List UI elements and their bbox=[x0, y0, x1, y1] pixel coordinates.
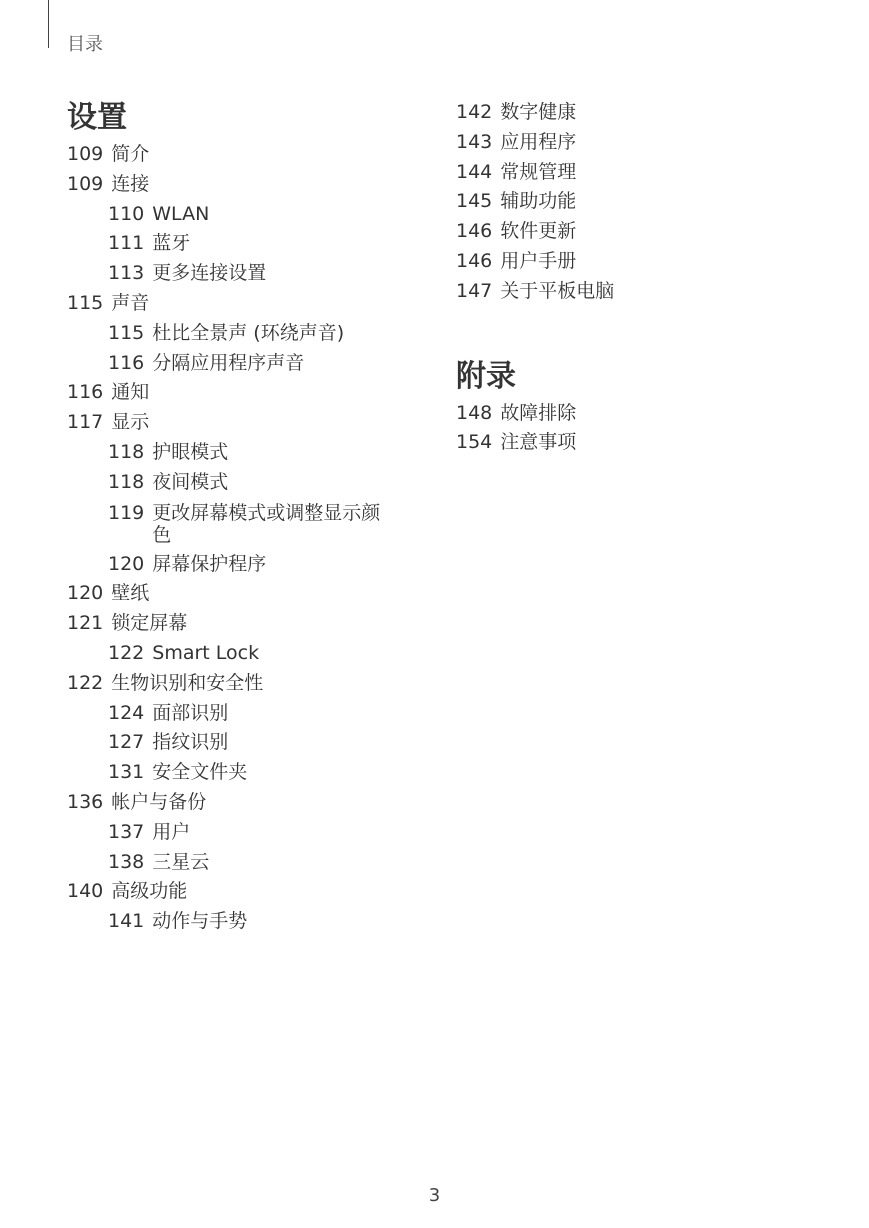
toc-page-number: 141 bbox=[108, 910, 145, 933]
toc-entry[interactable] bbox=[67, 609, 407, 639]
toc-entry[interactable] bbox=[67, 848, 407, 878]
toc-entry[interactable] bbox=[67, 907, 407, 937]
toc-page-number: 118 bbox=[108, 440, 145, 463]
toc-entry[interactable] bbox=[67, 758, 407, 788]
toc-entry-title: 声音 bbox=[111, 291, 150, 314]
toc-entry-title: 应用程序 bbox=[500, 130, 577, 153]
toc-entry-title: 更多连接设置 bbox=[152, 262, 267, 285]
toc-page-number: 131 bbox=[108, 761, 145, 784]
toc-page-number: 117 bbox=[67, 411, 104, 434]
header-divider-line bbox=[48, 0, 49, 48]
toc-entry[interactable] bbox=[67, 438, 407, 468]
toc-entry[interactable] bbox=[456, 128, 816, 158]
toc-entry-title: Smart Lock bbox=[152, 641, 260, 664]
toc-page-number: 111 bbox=[108, 232, 145, 255]
toc-entry[interactable] bbox=[67, 259, 407, 289]
toc-entry[interactable] bbox=[67, 349, 407, 379]
toc-entry-title: 显示 bbox=[111, 411, 150, 434]
toc-page-number: 120 bbox=[67, 582, 104, 605]
toc-page-number: 109 bbox=[67, 143, 104, 165]
toc-page-number: 113 bbox=[108, 262, 145, 285]
toc-page-number: 109 bbox=[67, 172, 104, 195]
toc-page-number: 116 bbox=[67, 381, 104, 404]
toc-page-number: 136 bbox=[67, 790, 104, 813]
toc-right-column bbox=[456, 98, 816, 458]
toc-page-number: 110 bbox=[108, 202, 145, 225]
toc-entry-title: 故障排除 bbox=[500, 401, 577, 424]
toc-entry[interactable] bbox=[67, 550, 407, 580]
toc-left-column bbox=[67, 98, 407, 937]
toc-entry[interactable] bbox=[456, 217, 816, 247]
toc-entry[interactable] bbox=[456, 277, 816, 307]
toc-entry-title: 通知 bbox=[111, 381, 150, 404]
section-title-settings: 设置 bbox=[67, 100, 127, 135]
toc-entry-title: 安全文件夹 bbox=[152, 761, 248, 784]
toc-entry[interactable] bbox=[67, 498, 407, 550]
toc-entry[interactable] bbox=[456, 187, 816, 217]
toc-entries-settings bbox=[67, 140, 407, 937]
toc-entries-appendix bbox=[456, 399, 816, 459]
toc-entry-title: 常规管理 bbox=[500, 160, 577, 183]
toc-page-number: 127 bbox=[108, 731, 145, 754]
toc-entry-title: 屏幕保护程序 bbox=[152, 552, 267, 575]
toc-entry[interactable] bbox=[67, 229, 407, 259]
toc-entry-title: 用户 bbox=[152, 820, 191, 843]
toc-entry-title: 高级功能 bbox=[111, 880, 188, 903]
toc-entry[interactable] bbox=[67, 140, 407, 170]
page-number: 3 bbox=[428, 1185, 441, 1206]
toc-entry-title: 用户手册 bbox=[500, 249, 577, 272]
toc-page-number: 147 bbox=[456, 279, 493, 302]
toc-entry-title: 注意事项 bbox=[500, 431, 577, 454]
toc-entry-title: 夜间模式 bbox=[152, 470, 229, 493]
toc-page-number: 154 bbox=[456, 431, 493, 454]
toc-entry[interactable] bbox=[67, 170, 407, 200]
toc-page-number: 143 bbox=[456, 130, 493, 153]
toc-entry-title: 锁定屏幕 bbox=[111, 612, 188, 635]
toc-entry[interactable] bbox=[67, 669, 407, 699]
toc-page-number: 144 bbox=[456, 160, 493, 183]
toc-page-number: 142 bbox=[456, 101, 493, 123]
toc-entry-title: 面部识别 bbox=[152, 701, 229, 724]
toc-entry[interactable] bbox=[67, 319, 407, 349]
toc-page-number: 137 bbox=[108, 820, 145, 843]
toc-entry[interactable] bbox=[67, 289, 407, 319]
toc-entry[interactable] bbox=[67, 877, 407, 907]
toc-entry-title: 简介 bbox=[111, 143, 150, 165]
toc-entry-title: 壁纸 bbox=[111, 582, 150, 605]
toc-page-number: 122 bbox=[108, 641, 145, 664]
toc-entry[interactable] bbox=[67, 378, 407, 408]
toc-page-number: 122 bbox=[67, 671, 104, 694]
toc-entry[interactable] bbox=[67, 699, 407, 729]
toc-entry[interactable] bbox=[456, 428, 816, 458]
toc-entry[interactable] bbox=[67, 818, 407, 848]
toc-page-number: 118 bbox=[108, 470, 145, 493]
toc-entry-title: 关于平板电脑 bbox=[500, 279, 615, 302]
toc-page-number: 148 bbox=[456, 401, 493, 424]
toc-page-number: 116 bbox=[108, 351, 145, 374]
toc-entry[interactable] bbox=[456, 399, 816, 429]
toc-entry-title: 蓝牙 bbox=[152, 232, 191, 255]
toc-entry-title: 杜比全景声 (环绕声音) bbox=[152, 321, 345, 344]
toc-entry-title: 数字健康 bbox=[500, 101, 577, 123]
toc-entry-title: 指纹识别 bbox=[152, 731, 229, 754]
section-title-appendix: 附录 bbox=[456, 358, 516, 394]
section-spacer bbox=[456, 307, 816, 357]
toc-entry-title: 更改屏幕模式或调整显示颜色 bbox=[152, 501, 381, 546]
toc-entry[interactable] bbox=[67, 728, 407, 758]
toc-entry[interactable] bbox=[456, 98, 816, 128]
toc-page-number: 120 bbox=[108, 552, 145, 575]
toc-entry-title: 生物识别和安全性 bbox=[111, 671, 264, 694]
toc-entry[interactable] bbox=[456, 158, 816, 188]
toc-entry-title: 辅助功能 bbox=[500, 190, 577, 213]
toc-entry-title: 分隔应用程序声音 bbox=[152, 351, 305, 374]
toc-page-number: 140 bbox=[67, 880, 104, 903]
toc-entries-settings-continued bbox=[456, 98, 816, 307]
toc-page-number: 115 bbox=[67, 291, 104, 314]
toc-entry[interactable] bbox=[67, 200, 407, 230]
toc-entry-title: 护眼模式 bbox=[152, 440, 229, 463]
toc-entry[interactable] bbox=[67, 579, 407, 609]
toc-entry-title: WLAN bbox=[152, 202, 210, 225]
toc-entry-title: 三星云 bbox=[152, 850, 210, 873]
toc-entry-title: 动作与手势 bbox=[152, 910, 248, 933]
toc-page-number: 121 bbox=[67, 612, 104, 635]
toc-page-number: 146 bbox=[456, 249, 493, 272]
toc-entry-title: 帐户与备份 bbox=[111, 790, 207, 813]
toc-entry[interactable] bbox=[67, 468, 407, 498]
toc-page-number: 146 bbox=[456, 220, 493, 243]
toc-page-number: 145 bbox=[456, 190, 493, 213]
toc-entry-title: 连接 bbox=[111, 172, 150, 195]
toc-page-number: 115 bbox=[108, 321, 145, 344]
toc-page-number: 138 bbox=[108, 850, 145, 873]
toc-page-number: 119 bbox=[108, 501, 145, 524]
page-header-title: 目录 bbox=[67, 34, 103, 55]
toc-entry[interactable] bbox=[67, 788, 407, 818]
toc-entry-title: 软件更新 bbox=[500, 220, 577, 243]
toc-entry[interactable] bbox=[456, 247, 816, 277]
toc-entry[interactable] bbox=[67, 408, 407, 438]
toc-page-number: 124 bbox=[108, 701, 145, 724]
toc-entry[interactable] bbox=[67, 639, 407, 669]
